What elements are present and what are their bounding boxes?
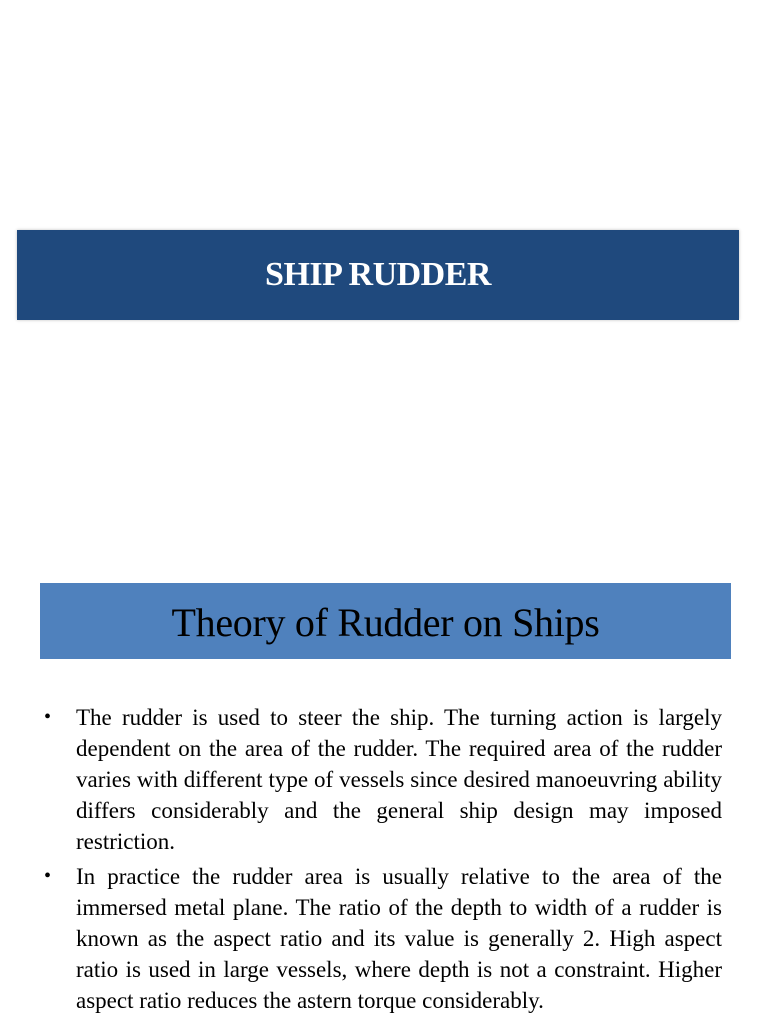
- list-item: [40, 861, 722, 1016]
- list-item: [40, 702, 722, 857]
- bullet-icon: •: [44, 706, 52, 728]
- slide-title: SHIP RUDDER: [265, 256, 491, 293]
- bullet-list: [40, 702, 722, 1020]
- bullet-text: In practice the rudder area is usually relative to the area of the immersed metal plane. The ratio of the depth to width of a rudder is known as the aspect ratio and its value is generally 2. High aspect ratio is used in large vessels, where depth is not a constraint. Higher aspect ratio reduces the astern torque considerably.: [76, 864, 722, 1013]
- bullet-text: The rudder is used to steer the ship. The turning action is largely dependent on the area of the rudder. The required area of the rudder varies with different type of vessels since desired manoeuvring ability differs considerably and the general ship design may imposed restriction.: [76, 705, 722, 854]
- section-heading-banner: [40, 583, 731, 659]
- title-banner: [17, 230, 739, 320]
- section-heading: Theory of Rudder on Ships: [171, 599, 600, 645]
- bullet-icon: •: [44, 865, 52, 887]
